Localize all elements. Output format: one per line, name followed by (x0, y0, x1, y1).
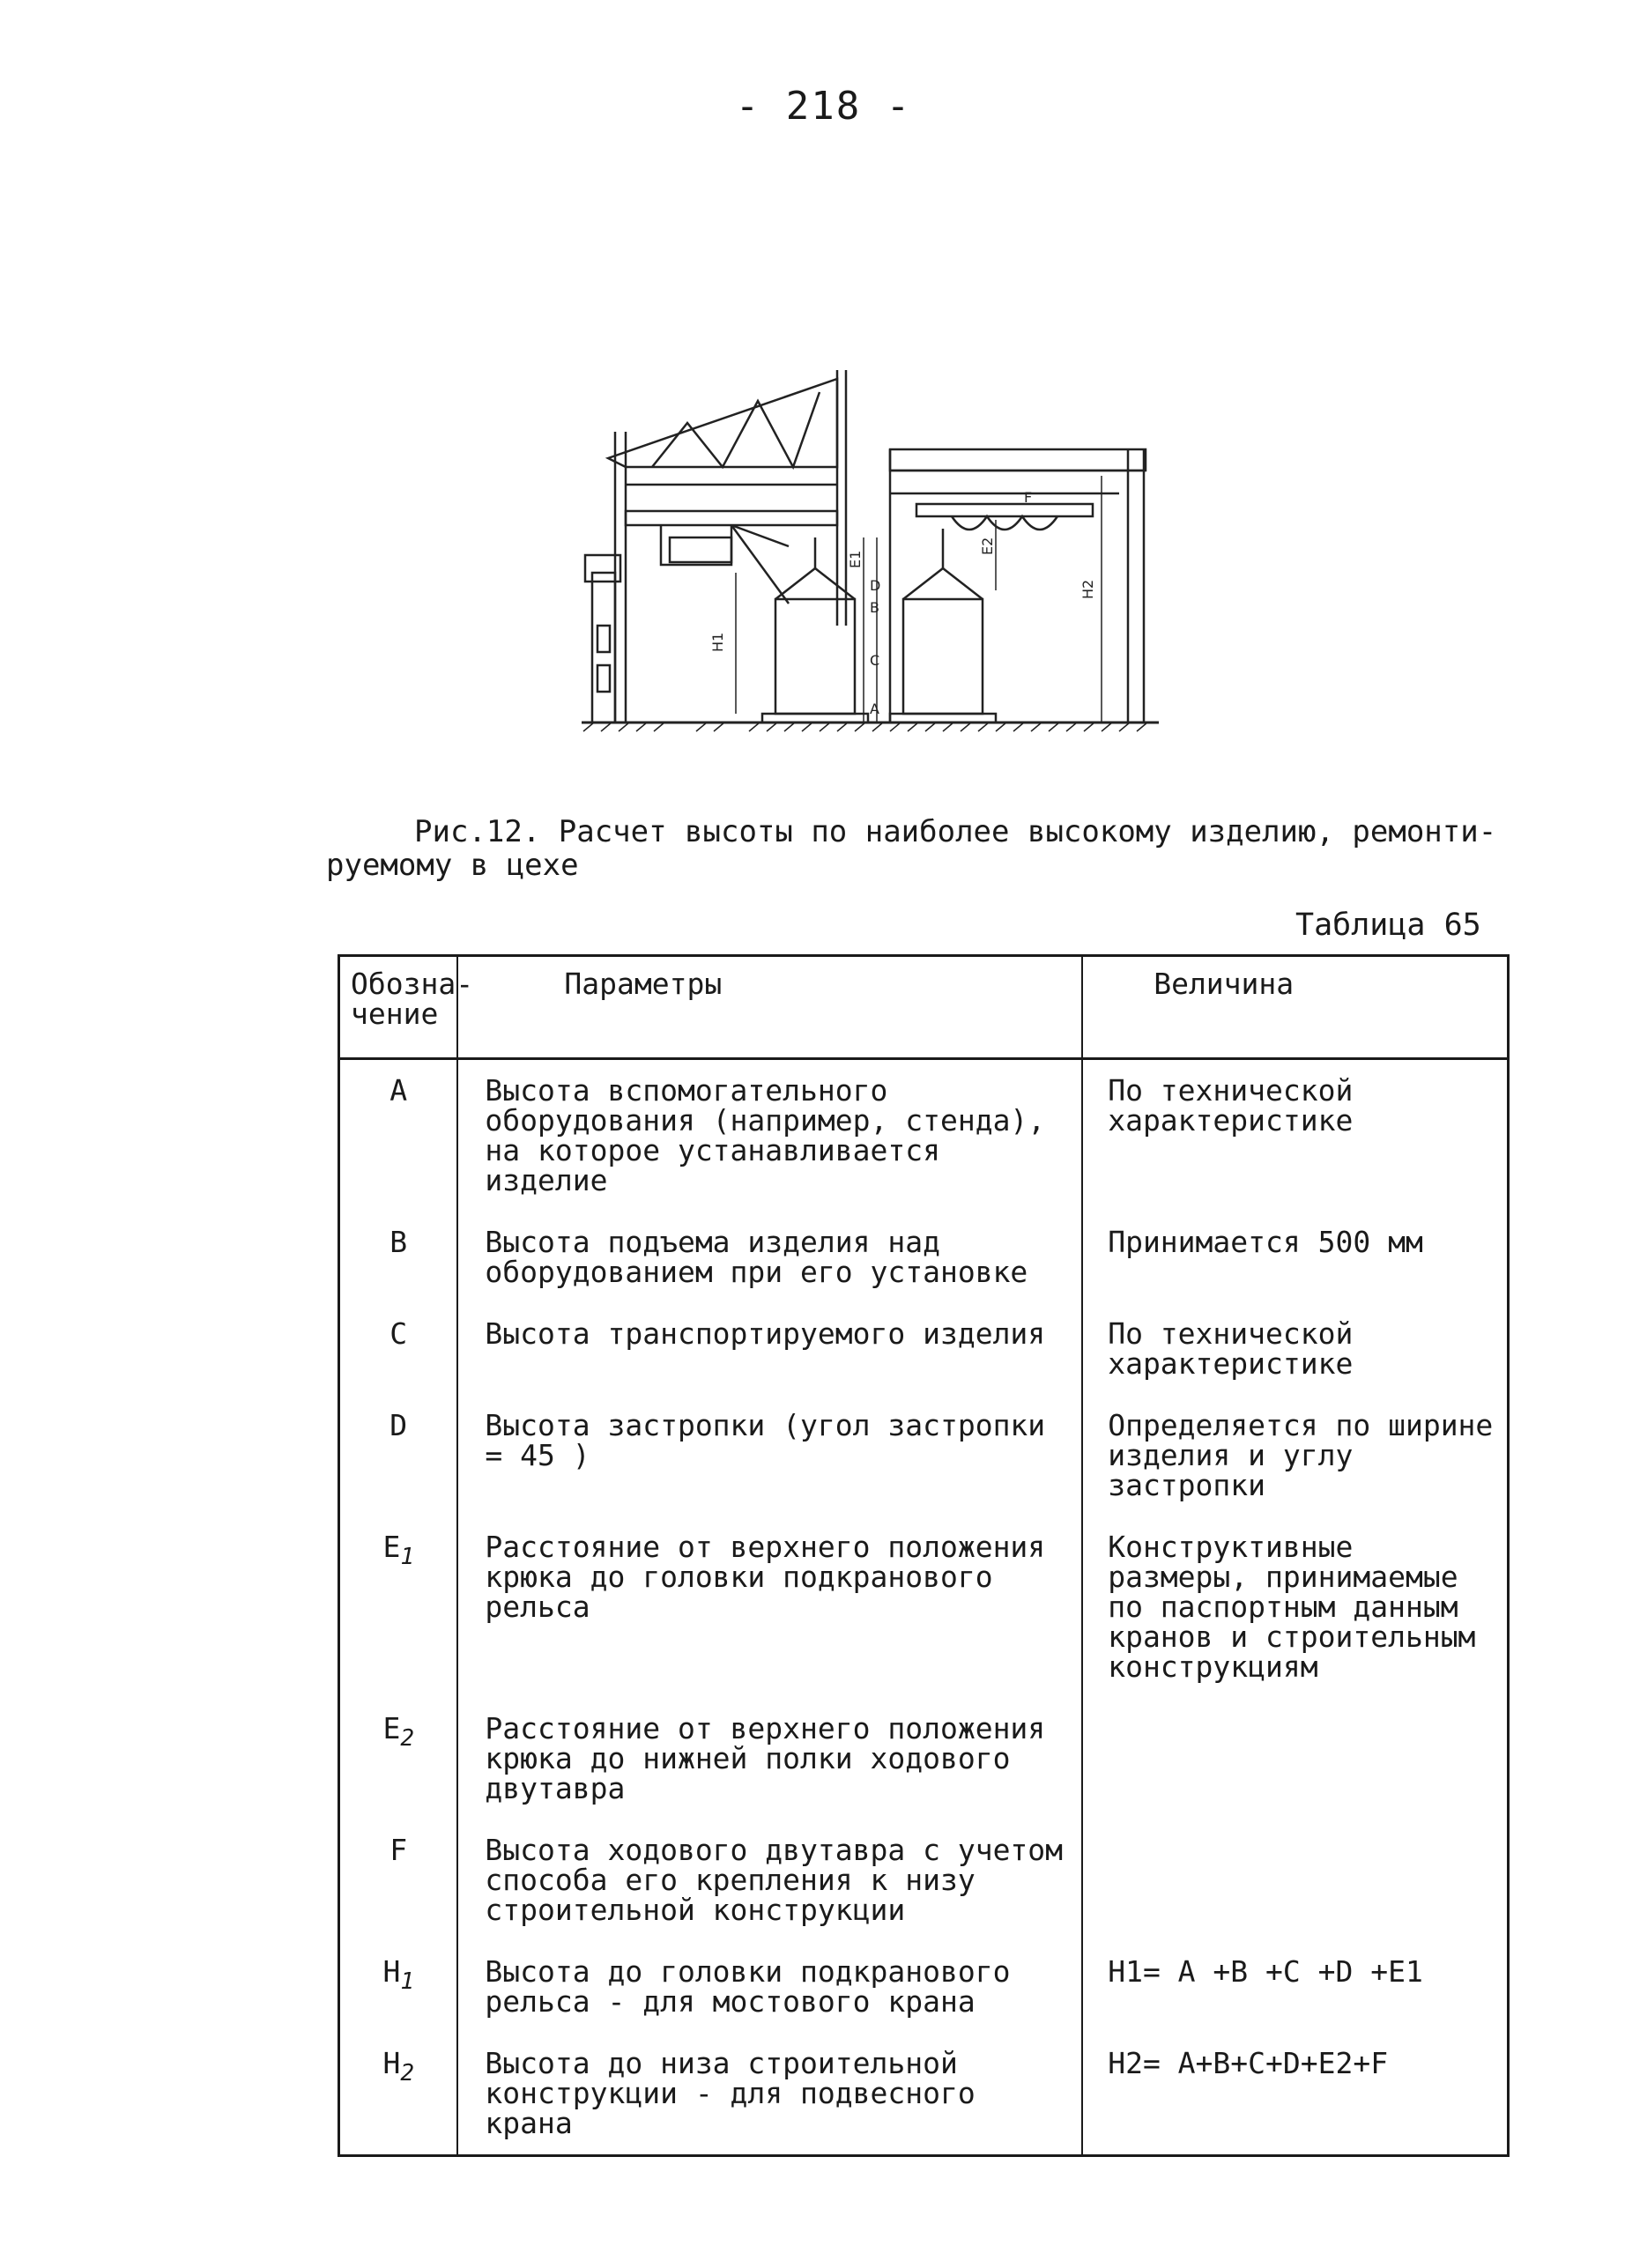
row-value (1082, 1820, 1508, 1941)
table-header-row (339, 956, 1509, 1059)
label-d: D (870, 577, 881, 594)
label-c: C (870, 652, 880, 669)
row-parameter: Высота транспортируемого изделия (457, 1303, 1082, 1395)
row-value: По технической характеристике (1082, 1059, 1508, 1212)
crane-height-diagram (573, 361, 1172, 749)
row-value: Определяется по ширине изделия и углу застропки (1082, 1395, 1508, 1516)
row-code (339, 1941, 458, 2033)
row-value: H1= A +B +C +D +E1 (1082, 1941, 1508, 2033)
label-e2: E2 (979, 537, 996, 555)
row-code-letter: A (389, 1073, 408, 1108)
row-code-subscript: 2 (400, 1725, 414, 1752)
table-row (339, 2033, 1509, 2156)
row-parameter: Расстояние от верхнего положения крюка до нижней полки ходового двутавра (457, 1698, 1082, 1820)
row-code-letter: D (389, 1408, 408, 1442)
row-parameter: Высота вспомогательного оборудования (например, стенда), на которое устанавливается изделие (457, 1059, 1082, 1212)
header-value: Величина (1082, 956, 1508, 1059)
table-row (339, 1395, 1509, 1516)
page-number: - 218 - (735, 84, 912, 129)
row-code (339, 1698, 458, 1820)
row-code-subscript: 1 (400, 1544, 414, 1570)
row-value: H2= A+B+C+D+E2+F (1082, 2033, 1508, 2156)
row-code-letter: H (382, 1954, 401, 1989)
row-code (339, 1059, 458, 1212)
label-h2: H2 (1079, 579, 1096, 599)
row-code-letter: F (389, 1833, 408, 1867)
row-code-letter: C (389, 1316, 408, 1351)
table-row (339, 1820, 1509, 1941)
row-value: Принимается 500 мм (1082, 1212, 1508, 1303)
label-f: F (1024, 489, 1033, 506)
label-b: B (870, 599, 879, 616)
figure-caption (326, 815, 1507, 882)
row-parameter: Высота до низа строительной конструкции - для подвесного крана (457, 2033, 1082, 2156)
row-code-subscript: 2 (400, 2060, 414, 2086)
table-row (339, 1698, 1509, 1820)
row-code (339, 1395, 458, 1516)
row-code (339, 1212, 458, 1303)
row-code-letter: E (382, 1711, 401, 1745)
parameters-table (338, 954, 1510, 2157)
row-parameter: Расстояние от верхнего положения крюка до головки подкранового рельса (457, 1516, 1082, 1698)
table-row (339, 1212, 1509, 1303)
row-code (339, 1820, 458, 1941)
row-code-subscript: 1 (400, 1968, 414, 1995)
row-value: По технической характеристике (1082, 1303, 1508, 1395)
label-e1: E1 (847, 550, 864, 568)
row-code (339, 2033, 458, 2156)
header-code: Обозна-чение (339, 956, 458, 1059)
row-parameter: Высота до головки подкранового рельса - для мостового крана (457, 1941, 1082, 2033)
row-code-letter: E (382, 1530, 401, 1564)
caption-line-1: Рис.12. Расчет высоты по наиболее высокому изделию, ремонти- (414, 814, 1497, 849)
table-row (339, 1516, 1509, 1698)
row-code (339, 1516, 458, 1698)
header-param: Параметры (457, 956, 1082, 1059)
label-h1: H1 (709, 632, 726, 652)
table-row (339, 1941, 1509, 2033)
row-code-letter: B (389, 1225, 408, 1259)
label-a: A (870, 700, 879, 717)
row-parameter: Высота ходового двутавра с учетом способа его крепления к низу строительной конструкции (457, 1820, 1082, 1941)
caption-line-2: руемому в цехе (326, 848, 579, 883)
row-code-letter: H (382, 2046, 401, 2080)
row-parameter: Высота застропки (угол застропки = 45 ) (457, 1395, 1082, 1516)
table-label: Таблица 65 (1295, 908, 1481, 943)
row-parameter: Высота подъема изделия над оборудованием при его установке (457, 1212, 1082, 1303)
row-value (1082, 1698, 1508, 1820)
table-row (339, 1059, 1509, 1212)
row-value: Конструктивные размеры, принимаемые по паспортным данным кранов и строительным конструкциям (1082, 1516, 1508, 1698)
table-row (339, 1303, 1509, 1395)
row-code (339, 1303, 458, 1395)
